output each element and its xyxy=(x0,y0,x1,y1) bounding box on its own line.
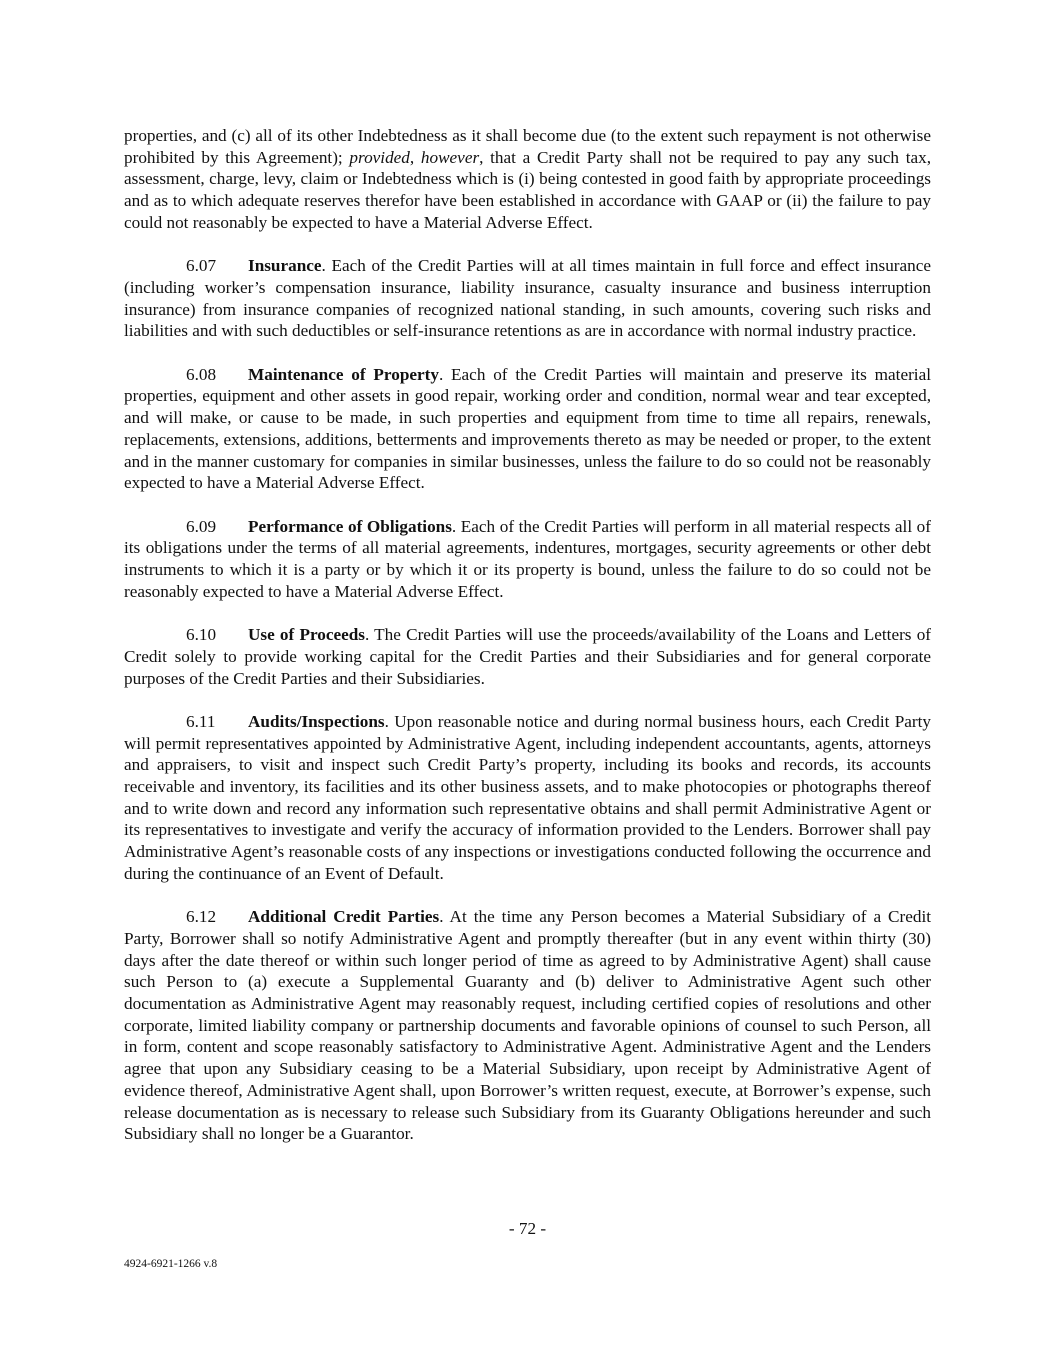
section-heading: Performance of Obligations xyxy=(248,516,452,536)
section-6-07 xyxy=(124,255,931,342)
section-text: . Upon reasonable notice and during normal business hours, each Credit Party will permit representatives appointed by Administrative Agent, including independent accountants, agents, attorneys and appraisers, to visit and inspect such Credit Party’s property, including its books and records, its accounts receivable and inventory, its facilities and its other business assets, and to make photocopies or photographs thereof and to write down and record any information such representative obtains and shall permit Administrative Agent or its representatives to investigate and verify the accuracy of information provided to the Lenders. Borrower shall pay Administrative Agent’s reasonable costs of any inspections or investigations conducted following the occurrence and during the continuance of an Event of Default. xyxy=(124,711,931,883)
section-6-12 xyxy=(124,906,931,1145)
section-text: . The Credit Parties will use the proceeds/availability of the Loans and Letters of Credit solely to provide working capital for the Credit Parties and their Subsidiaries and for general corporate purposes of the Credit Parties and their Subsidiaries. xyxy=(124,625,932,688)
section-text: . Each of the Credit Parties will at all times maintain in full force and effect insurance (including worker’s compensation insurance, liability insurance, casualty insurance and business interruption insurance) from insurance companies of recognized national standing, in such amounts, covering such risks and liabilities and with such deductibles or self-insurance retentions as are in accordance with normal industry practice. xyxy=(124,256,931,341)
intro-text-after: , that a Credit Party shall not be required to pay any such tax, assessment, charge, levy, claim or Indebtedness which is (i) being contested in good faith by appropriate proceedings and as to which adequate reserves therefor have been established in accordance with GAAP or (ii) the failure to pay could not reasonably be expected to have a Material Adverse Effect. xyxy=(124,147,932,232)
section-number: 6.08 xyxy=(186,364,217,384)
section-heading: Maintenance of Property xyxy=(248,364,439,384)
section-6-11 xyxy=(124,711,931,885)
intro-italic-provided: provided xyxy=(349,147,410,167)
section-number: 6.12 xyxy=(186,907,217,927)
section-number: 6.09 xyxy=(186,516,217,536)
section-number: 6.11 xyxy=(186,711,216,731)
section-heading: Additional Credit Parties xyxy=(248,907,440,927)
intro-paragraph xyxy=(124,125,931,234)
section-6-09 xyxy=(124,516,931,603)
section-6-10 xyxy=(124,624,931,689)
document-body xyxy=(124,125,931,1167)
section-text: . Each of the Credit Parties will maintain and preserve its material properties, equipment and other assets in good repair, working order and condition, normal wear and tear excepted, and will make, or cause to be made, in such properties and equipment from time to time all repairs, renewals, replacements, extensions, additions, betterments and improvements thereto as may be needed or proper, to the extent and in the manner customary for companies in similar businesses, unless the failure to do so could not be reasonably expected to have a Material Adverse Effect. xyxy=(124,364,931,493)
document-id: 4924-6921-1266 v.8 xyxy=(124,1258,218,1270)
intro-comma: , xyxy=(409,147,421,167)
section-number: 6.10 xyxy=(186,625,217,645)
section-text: . At the time any Person becomes a Material Subsidiary of a Credit Party, Borrower shall so notify Administrative Agent and promptly thereafter (but in any event within thirty (30) days after the date thereof or within such longer period of time as agreed to by Administrative Agent) shall cause such Person to (a) execute a Supplemental Guaranty and (b) deliver to Administrative Agent such other documentation as Administrative Agent may reasonably request, including certified copies of resolutions and other corporate, limited liability company or partnership documents and favorable opinions of counsel to such Person, all in form, content and scope reasonably satisfactory to Administrative Agent. Administrative Agent and the Lenders agree that upon any Subsidiary ceasing to be a Material Subsidiary, upon receipt by Administrative Agent of evidence thereof, Administrative Agent shall, upon Borrower’s written request, execute, at Borrower’s expense, such release documentation as is necessary to release such Subsidiary from its Guaranty Obligations hereunder and such Subsidiary shall no longer be a Guarantor. xyxy=(124,907,932,1144)
section-heading: Use of Proceeds xyxy=(248,625,365,645)
section-heading: Insurance xyxy=(248,256,322,276)
section-6-08 xyxy=(124,364,931,494)
section-number: 6.07 xyxy=(186,256,217,276)
intro-italic-however: however xyxy=(420,147,480,167)
section-heading: Audits/Inspections xyxy=(248,711,385,731)
intro-text-before: properties, and (c) all of its other Indebtedness as it shall become due (to the extent such repayment is not otherwise prohibited by this Agreement); xyxy=(124,126,931,167)
section-text: . Each of the Credit Parties will perform in all material respects all of its obligations under the terms of all material agreements, indentures, mortgages, security agreements or other debt instruments to which it is a party or by which it or its property is bound, unless the failure to do so could not be reasonably expected to have a Material Adverse Effect. xyxy=(124,516,931,601)
page-number: - 72 - xyxy=(508,1219,547,1238)
